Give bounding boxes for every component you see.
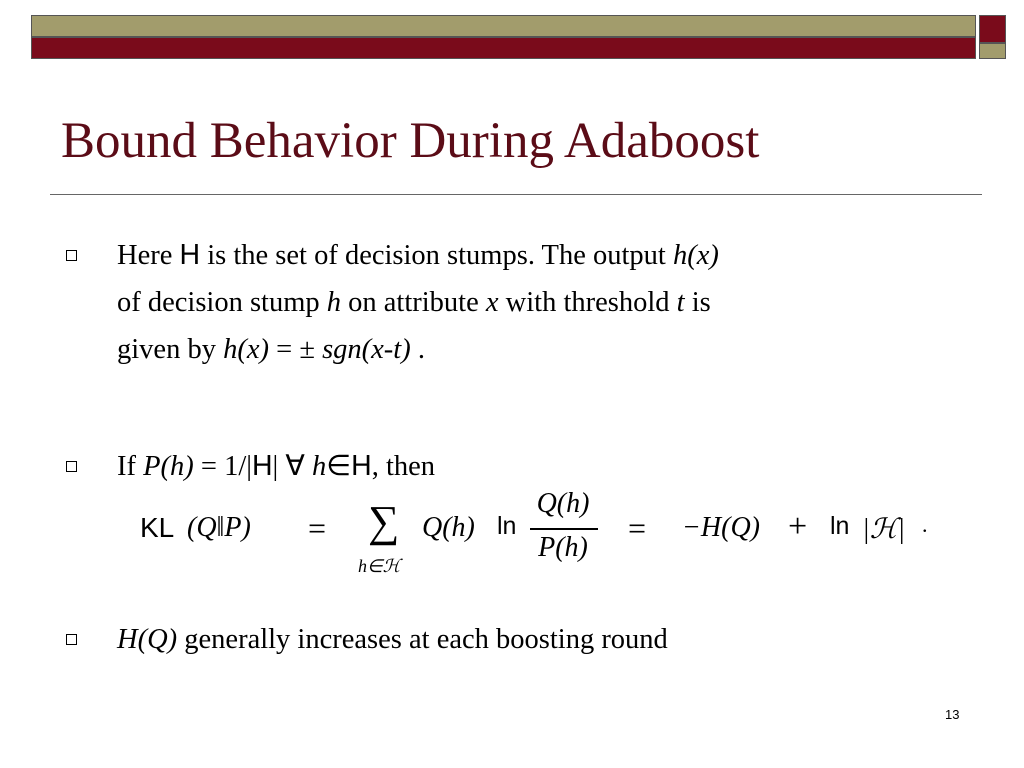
bullet-1-line-2: of decision stump h on attribute x with threshold t is: [117, 287, 711, 318]
header-corner-square-bottom: [979, 43, 1006, 59]
formula-cardinality: |ℋ|: [862, 514, 906, 545]
formula-lhs-args: (Q‖P): [187, 512, 251, 543]
formula-ln-2: ln: [830, 512, 850, 540]
bullet-1-line-3: given by h(x) = ± sgn(x-t) .: [117, 334, 425, 365]
formula-sum-symbol: ∑: [368, 497, 400, 546]
bullet-square-icon: [66, 250, 77, 261]
title-divider: [50, 194, 982, 195]
formula-ln: ln: [497, 512, 517, 540]
formula-numerator: Q(h): [536, 488, 590, 519]
bullet-square-icon: [66, 461, 77, 472]
bullet-square-icon: [66, 634, 77, 645]
page-number: 13: [945, 707, 960, 722]
formula-equals-2: =: [628, 510, 647, 546]
formula-term: Q(h): [422, 512, 475, 543]
formula-period: .: [922, 512, 928, 537]
formula-kl: KL: [140, 512, 175, 543]
bullet-1-line-1: Here H is the set of decision stumps. The output h(x): [117, 239, 719, 271]
formula-sum-subscript: h∈ℋ: [358, 556, 401, 576]
slide-title: Bound Behavior During Adaboost: [61, 113, 760, 169]
formula-neg-entropy: −H(Q): [682, 512, 760, 543]
formula-denominator: P(h): [538, 532, 588, 563]
header-corner-square-top: [979, 15, 1006, 43]
header-band-top: [31, 15, 976, 37]
bullet-2-line: If P(h) = 1/|H| ∀ h∈H, then: [117, 450, 436, 482]
formula-plus: +: [788, 508, 808, 545]
formula-fraction-bar: [530, 528, 598, 530]
bullet-3-line: H(Q) generally increases at each boosting round: [117, 624, 668, 655]
header-band-bottom: [31, 37, 976, 59]
formula-equals-1: =: [308, 510, 327, 546]
